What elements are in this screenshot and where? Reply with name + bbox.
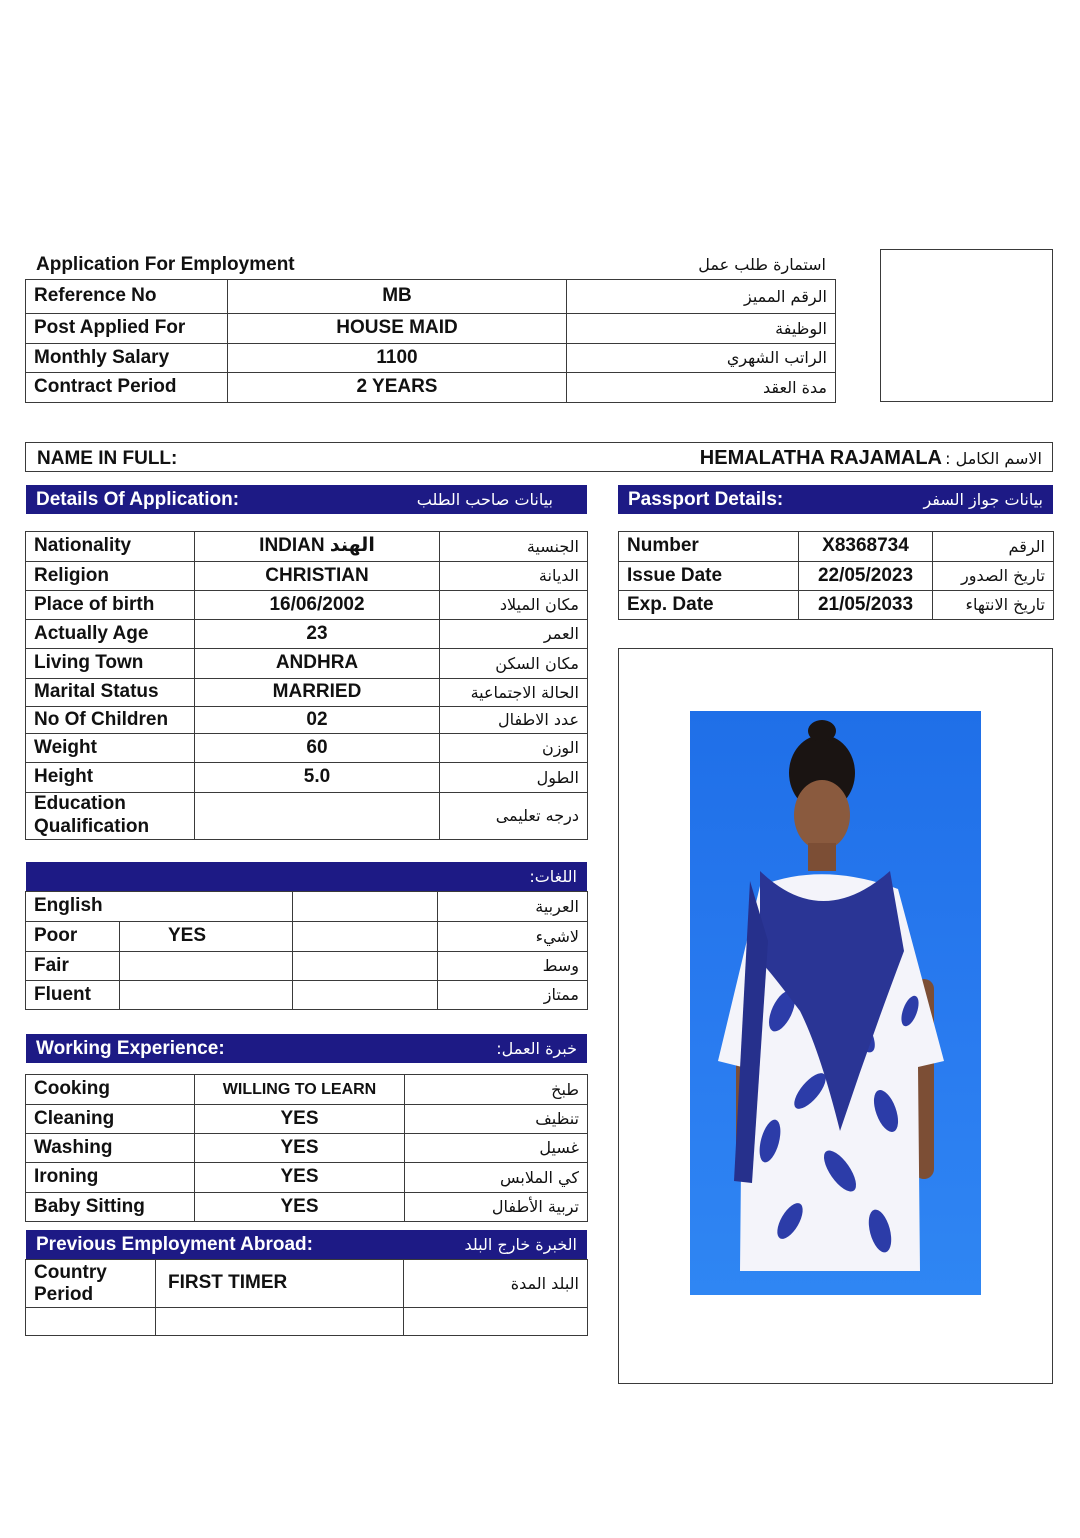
weight-label: Weight [26,734,195,763]
passport-number-label-arabic: الرقم [933,532,1054,562]
table-row [26,1105,588,1134]
cleaning-value: YES [195,1105,405,1134]
ironing-value: YES [195,1163,405,1193]
abroad-value: FIRST TIMER [156,1260,404,1308]
table-row [619,591,1054,620]
children-label: No Of Children [26,707,195,734]
contract-label: Contract Period [26,373,228,403]
applicant-photo [690,711,981,1295]
full-name-label: NAME IN FULL: [37,448,178,469]
birth-place-label: Place of birth [26,591,195,620]
full-name-value: HEMALATHA RAJAMALA [699,447,942,469]
religion-label: Religion [26,562,195,591]
height-value: 5.0 [195,763,440,793]
height-label: Height [26,763,195,793]
age-label-arabic: العمر [440,620,588,649]
small-photo-box [880,249,1053,402]
cooking-label: Cooking [26,1075,195,1105]
abroad-label-arabic: البلد المدة [404,1260,588,1308]
poor-label: Poor [26,922,120,952]
education-value [195,793,440,840]
babysitting-value: YES [195,1193,405,1222]
marital-value: MARRIED [195,679,440,707]
reference-label: Reference No [26,280,228,314]
babysitting-label: Baby Sitting [26,1193,195,1222]
languages-band [26,862,587,891]
table-row [26,562,588,591]
poor-english-value: YES [120,922,293,952]
applicant-details-table [25,531,588,840]
country-label: Country [34,1261,107,1283]
cleaning-label-arabic: تنظيف [405,1105,588,1134]
education-label-line2: Qualification [34,815,150,837]
religion-value: CHRISTIAN [195,562,440,591]
form-title: Application For Employment [36,254,295,275]
nationality-value: INDIAN الهند [195,532,440,562]
table-row [26,532,588,562]
experience-band-label: Working Experience: [36,1037,225,1059]
post-label-arabic: الوظيفة [567,314,836,344]
table-row [26,1163,588,1193]
experience-table [25,1074,588,1222]
contract-label-arabic: مدة العقد [567,373,836,403]
country-period-label [26,1260,156,1308]
table-row [26,922,588,952]
details-band-arabic: بيانات صاحب الطلب [416,490,553,509]
table-row [26,892,588,922]
fair-label: Fair [26,952,120,981]
passport-number-value: X8368734 [799,532,933,562]
experience-band [26,1034,587,1063]
fluent-arabic-value [293,981,438,1010]
fluent-label-arabic: ممتاز [438,981,588,1010]
languages-band-arabic: اللغات: [529,867,577,886]
experience-band-arabic: خبرة العمل: [496,1039,577,1058]
reference-label-arabic: الرقم المميز [567,280,836,314]
cooking-label-arabic: طبخ [405,1075,588,1105]
nationality-label-arabic: الجنسية [440,532,588,562]
full-name-row [25,442,1053,472]
post-label: Post Applied For [26,314,228,344]
height-label-arabic: الطول [440,763,588,793]
issue-date-label: Issue Date [619,562,799,591]
children-value: 02 [195,707,440,734]
expiry-date-value: 21/05/2033 [799,591,933,620]
issue-date-value: 22/05/2023 [799,562,933,591]
washing-label: Washing [26,1134,195,1163]
passport-details-table [618,531,1054,620]
abroad-empty-cell [404,1308,588,1336]
table-row [26,620,588,649]
table-row [619,532,1054,562]
period-label: Period [34,1283,94,1305]
abroad-empty-cell [156,1308,404,1336]
children-label-arabic: عدد الاطفال [440,707,588,734]
table-row [26,763,588,793]
fair-label-arabic: وسط [438,952,588,981]
birth-place-value: 16/06/2002 [195,591,440,620]
age-value: 23 [195,620,440,649]
abroad-table [25,1259,588,1336]
table-row [26,344,836,373]
full-name-label-arabic: الاسم الكامل : [945,449,1042,468]
marital-label-arabic: الحالة الاجتماعية [440,679,588,707]
table-row [26,981,588,1010]
table-row [26,679,588,707]
table-row [619,562,1054,591]
washing-value: YES [195,1134,405,1163]
salary-value: 1100 [228,344,567,373]
reference-value: MB [228,280,567,314]
birth-place-label-arabic: مكان الميلاد [440,591,588,620]
english-header: English [26,892,293,922]
table-row [26,1193,588,1222]
table-row [26,280,836,314]
table-row [26,707,588,734]
table-row [26,1260,588,1308]
table-row [26,1075,588,1105]
weight-label-arabic: الوزن [440,734,588,763]
issue-date-label-arabic: تاريخ الصدور [933,562,1054,591]
fair-arabic-value [293,952,438,981]
applicant-photo-figure [690,711,981,1295]
arabic-level-cell [293,892,438,922]
table-row [26,1134,588,1163]
abroad-band-label: Previous Employment Abroad: [36,1233,313,1255]
living-town-label-arabic: مكان السكن [440,649,588,679]
cleaning-label: Cleaning [26,1105,195,1134]
table-row [26,734,588,763]
passport-band [618,485,1053,514]
form-title-arabic: استمارة طلب عمل [698,255,826,274]
expiry-date-label: Exp. Date [619,591,799,620]
application-summary-table [25,279,836,403]
table-row [26,952,588,981]
details-band [26,485,587,514]
living-town-label: Living Town [26,649,195,679]
table-row [26,373,836,403]
washing-label-arabic: غسيل [405,1134,588,1163]
ironing-label-arabic: كي الملابس [405,1163,588,1193]
post-value: HOUSE MAID [228,314,567,344]
education-label-line1: Education [34,793,126,814]
abroad-empty-cell [26,1308,156,1336]
marital-label: Marital Status [26,679,195,707]
table-row [26,1308,588,1336]
education-label [26,793,195,840]
fluent-english-value [120,981,293,1010]
contract-value: 2 YEARS [228,373,567,403]
abroad-band-arabic: الخبرة خارج البلد [464,1235,577,1254]
passport-number-label: Number [619,532,799,562]
arabic-header: العربية [438,892,588,922]
passport-band-arabic: بيانات جواز السفر [923,490,1043,509]
living-town-value: ANDHRA [195,649,440,679]
table-row [26,649,588,679]
religion-label-arabic: الديانة [440,562,588,591]
cooking-value: WILLING TO LEARN [195,1075,405,1105]
poor-label-arabic: لاشيء [438,922,588,952]
table-row [26,591,588,620]
babysitting-label-arabic: تربية الأطفال [405,1193,588,1222]
weight-value: 60 [195,734,440,763]
salary-label-arabic: الراتب الشهري [567,344,836,373]
table-row [26,314,836,344]
passport-band-label: Passport Details: [628,488,784,510]
languages-table [25,891,588,1010]
ironing-label: Ironing [26,1163,195,1193]
salary-label: Monthly Salary [26,344,228,373]
poor-arabic-value [293,922,438,952]
fluent-label: Fluent [26,981,120,1010]
age-label: Actually Age [26,620,195,649]
expiry-date-label-arabic: تاريخ الانتهاء [933,591,1054,620]
abroad-band [26,1230,587,1259]
table-row [26,793,588,840]
details-band-label: Details Of Application: [36,488,240,510]
education-label-arabic: درجه تعليمى [440,793,588,840]
fair-english-value [120,952,293,981]
nationality-label: Nationality [26,532,195,562]
